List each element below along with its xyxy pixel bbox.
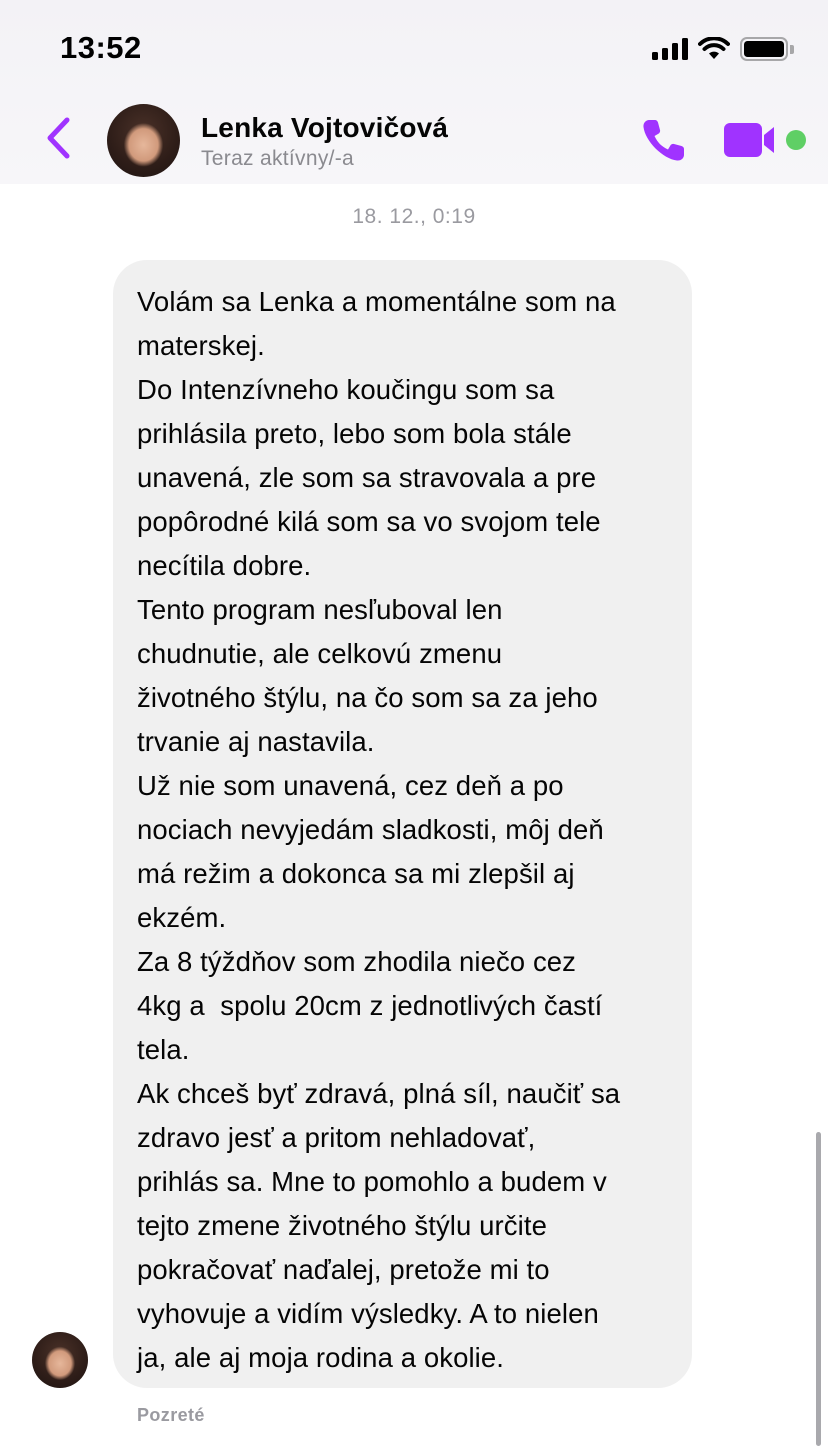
message-line: životného štýlu, na čo som sa za jeho <box>137 682 598 713</box>
message-line: Volám sa Lenka a momentálne som na <box>137 286 616 317</box>
cellular-signal-icon <box>652 38 688 60</box>
video-call-button[interactable] <box>722 121 780 159</box>
status-time: 13:52 <box>60 30 142 65</box>
sender-avatar[interactable] <box>32 1332 88 1388</box>
seen-indicator: Pozreté <box>137 1405 205 1425</box>
message-line: popôrodné kilá som sa vo svojom tele <box>137 506 601 537</box>
message-line: prihlásila preto, lebo som bola stále <box>137 418 572 449</box>
message-line: tela. <box>137 1034 190 1065</box>
message-line: Ak chceš byť zdravá, plná síl, naučiť sa <box>137 1078 621 1109</box>
chat-header <box>0 0 828 184</box>
phone-icon <box>640 116 688 164</box>
call-button[interactable] <box>640 116 688 164</box>
status-icons <box>652 36 794 62</box>
message-line: Do Intenzívneho koučingu som sa <box>137 374 555 405</box>
message-line: Už nie som unavená, cez deň a po <box>137 770 564 801</box>
scrollbar[interactable] <box>816 1132 821 1446</box>
video-camera-icon <box>722 121 780 159</box>
message-bubble[interactable] <box>113 260 692 1388</box>
wifi-icon <box>698 37 730 61</box>
message-line: necítila dobre. <box>137 550 312 581</box>
message-line: Tento program nesľuboval len <box>137 594 503 625</box>
contact-avatar[interactable] <box>107 104 180 177</box>
message-line: tejto zmene životného štýlu určite <box>137 1210 547 1241</box>
message-line: ja, ale aj moja rodina a okolie. <box>137 1342 505 1373</box>
online-status-dot <box>786 130 806 150</box>
message-line: Za 8 týždňov som zhodila niečo cez <box>137 946 577 977</box>
contact-name[interactable]: Lenka Vojtovičová <box>201 112 449 143</box>
message-line: ekzém. <box>137 902 227 933</box>
message-line: má režim a dokonca sa mi zlepšil aj <box>137 858 575 889</box>
message-line: chudnutie, ale celkovú zmenu <box>137 638 503 669</box>
message-line: materskej. <box>137 330 265 361</box>
contact-status: Teraz aktívny/-a <box>201 147 355 170</box>
message-line: trvanie aj nastavila. <box>137 726 375 757</box>
message-line: pokračovať naďalej, pretože mi to <box>137 1254 550 1285</box>
message-line: zdravo jesť a pritom nehladovať, <box>137 1122 536 1153</box>
back-button[interactable] <box>38 112 78 164</box>
message-line: prihlás sa. Mne to pomohlo a budem v <box>137 1166 607 1197</box>
message-line: unavená, zle som sa stravovala a pre <box>137 462 597 493</box>
message-line: nociach nevyjedám sladkosti, môj deň <box>137 814 604 845</box>
message-line: vyhovuje a vidím výsledky. A to nielen <box>137 1298 599 1329</box>
message-timestamp: 18. 12., 0:19 <box>352 205 476 228</box>
battery-icon <box>740 37 794 61</box>
chevron-left-icon <box>45 117 71 159</box>
message-line: 4kg a spolu 20cm z jednotlivých častí <box>137 990 603 1021</box>
